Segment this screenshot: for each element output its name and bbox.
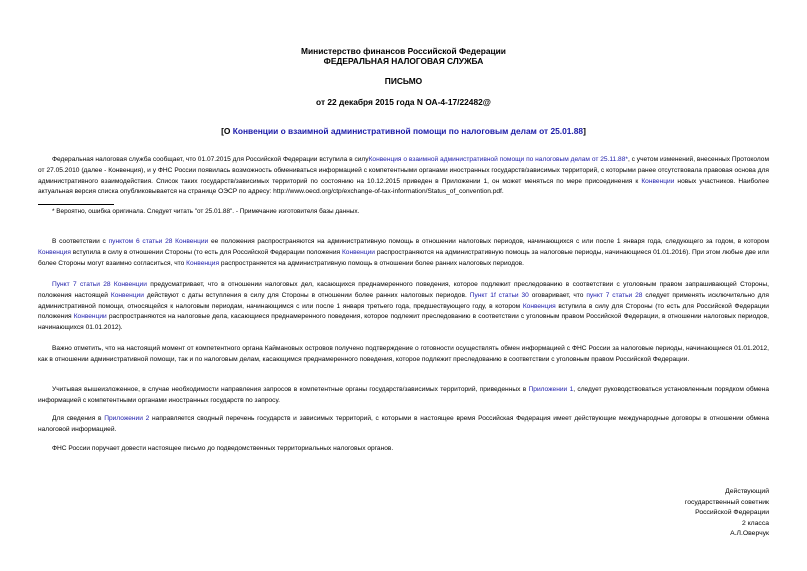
p3-convention-link-3[interactable]: Конвенции [73,313,107,321]
p3-text-e: вступила в силу для Стороны (то есть для Российской Федерации положения [38,302,769,321]
p2-article-28-6-link[interactable]: пунктом 6 статьи 28 Конвенции [108,238,209,245]
p3-convention-link-2[interactable]: Конвенция [522,302,556,310]
paragraph-2 [38,237,769,269]
p5-text-a: Учитывая вышеизложенное, в случае необходимости направления запросов в компетентные органы государств/зависимых территорий, приведенных в [52,386,529,393]
service-title: ФЕДЕРАЛЬНАЯ НАЛОГОВАЯ СЛУЖБА [323,56,484,66]
p2-text-a: В соответствии с [52,238,109,245]
signature-block [685,487,769,540]
paragraph-4: Важно отметить, что на настоящий момент от компетентного органа Каймановых островов получено подтверждение о готовности осуществлять обмен информацией с ФНС России за налоговые периоды, начинающиеся 01.01.2012, как в отношении административной помощи, так и по налоговым делам, касающимся преднамеренного поведения, которое подлежит преследованию в соответствии с уголовным правом Российской Федерации. [38,345,769,363]
p5-text-b: , следует руководствоваться установленным порядком обмена информацией с компетентными органами иностранных государств по запросу. [38,386,769,404]
p3-article-28-7-link[interactable]: Пункт 7 статьи 28 Конвенции [52,281,147,288]
p2-text-c: вступила в силу в отношении Стороны (то есть для Российской Федерации положения [70,248,342,256]
p2-text-b: ее положения распространяются на административную помощь в отношении налоговых периодов, начинающихся с или после 1 января года, следующего за годом, в котором [208,238,769,245]
p3-text-d: следует применять исключительно для административной помощи, относящейся к налоговым периодам, начинающимся с или после 1 января третьего года, предшествующего году, в котором [38,291,769,310]
p3-text-c: оговаривает, что [528,291,587,299]
p1-convention-link[interactable]: Конвенция о взаимной административной помощи по налоговым делам от 25.11.88* [368,156,628,163]
footnote-divider [38,204,114,205]
p3-article-30-1f-link[interactable]: Пункт 1f статьи 30 [469,291,529,299]
document-date-number: от 22 декабря 2015 года N ОА-4-17/22482@ [316,97,491,107]
paragraph-3 [38,280,769,334]
p3-text-b: действуют с даты вступления в силу для Стороны в отношении более ранних налоговых периодов. [143,291,470,299]
p3-article-28-7-link-2[interactable]: пункт 7 статьи 28 [586,291,643,299]
subject-open: [О [221,126,233,136]
paragraph-1 [38,155,769,198]
p5-appendix-1-link[interactable]: Приложении 1 [528,386,574,393]
p1-text-c: новых участников. Наиболее актуальная версия списка опубликовывается на странице ОЭСР по адресу: http://www.oecd.org/ctp/exchange-of-tax-information/Status_of_convention.pdf. [38,177,769,196]
p6-text-b: направляется сводный перечень государств и зависимых территорий, с которыми в настоящее время Российская Федерация имеет действующие международные договоры в отношении обмена налоговой информацией. [38,415,769,433]
p2-text-d: распространяются на административную помощь за налоговые периоды, начинающиеся 01.01.2016). При этом любые две или более Стороны могут взаимно согласиться, что [38,248,769,267]
p2-convention-link-2[interactable]: Конвенции [341,248,375,256]
signature-line-2: государственный советник [684,498,769,506]
ministry-title: Министерство финансов Российской Федерации [301,46,506,56]
p2-text-e: распространяется на административную помощь в отношении более ранних налоговых периодов. [219,259,525,267]
p1-text-b: , с учетом изменений, внесенных Протоколом от 27.05.2010 (далее - Конвенция), и у ФНС России появилась возможность обмениваться информацией с компетентными органами иностранных государств/зависимых территорий, с которыми ранее отсутствовала правовая основа для административного взаимодействия. Список таких государств/зависимых территорий по состоянию на 10.12.2015 приведен в Приложении 1, он может меняться по мере присоединения к [38,156,769,185]
signature-line-1: Действующий [725,488,769,495]
subject-close: ] [583,126,586,136]
footnote: * Вероятно, ошибка оригинала. Следует читать "от 25.01.88". - Примечание изготовителя базы данных. [52,208,360,215]
paragraph-6 [38,414,769,436]
document-subject [0,126,807,136]
paragraph-7: ФНС России поручает довести настоящее письмо до подведомственных территориальных налоговых органов. [52,445,394,452]
p6-text-a: Для сведения в [52,415,105,422]
p3-text-a: предусматривает, что в отношении налоговых дел, касающихся преднамеренного поведения, которое подлежит преследованию в соответствии с уголовным правом запрашивающей Стороны, положения настоящей [38,281,769,299]
subject-convention-link[interactable]: Конвенции о взаимной административной помощи по налоговым делам от 25.01.88 [232,126,584,136]
signature-line-4: 2 класса [741,519,769,527]
signature-name: А.Л.Оверчук [730,530,769,537]
p2-convention-link[interactable]: Конвенция [38,248,71,256]
signature-line-3: Российской Федерации [695,509,769,516]
p1-convention-link-2[interactable]: Конвенции [641,177,675,185]
document-type: ПИСЬМО [384,76,423,86]
p3-text-f: распространяются на налоговые дела, касающиеся преднамеренного поведения, которое подлежит преследованию в соответствии с уголовным правом Российской Федерации, в отношении налоговых периодов, начинающихся 01.01.2012). [38,313,769,332]
p1-text-a: Федеральная налоговая служба сообщает, что 01.07.2015 для Российской Федерации вступила в силу [52,156,369,163]
p2-convention-link-3[interactable]: Конвенция [186,259,220,267]
p3-convention-link[interactable]: Конвенции [110,291,144,299]
paragraph-5 [38,385,769,407]
p6-appendix-2-link[interactable]: Приложении 2 [104,415,150,422]
